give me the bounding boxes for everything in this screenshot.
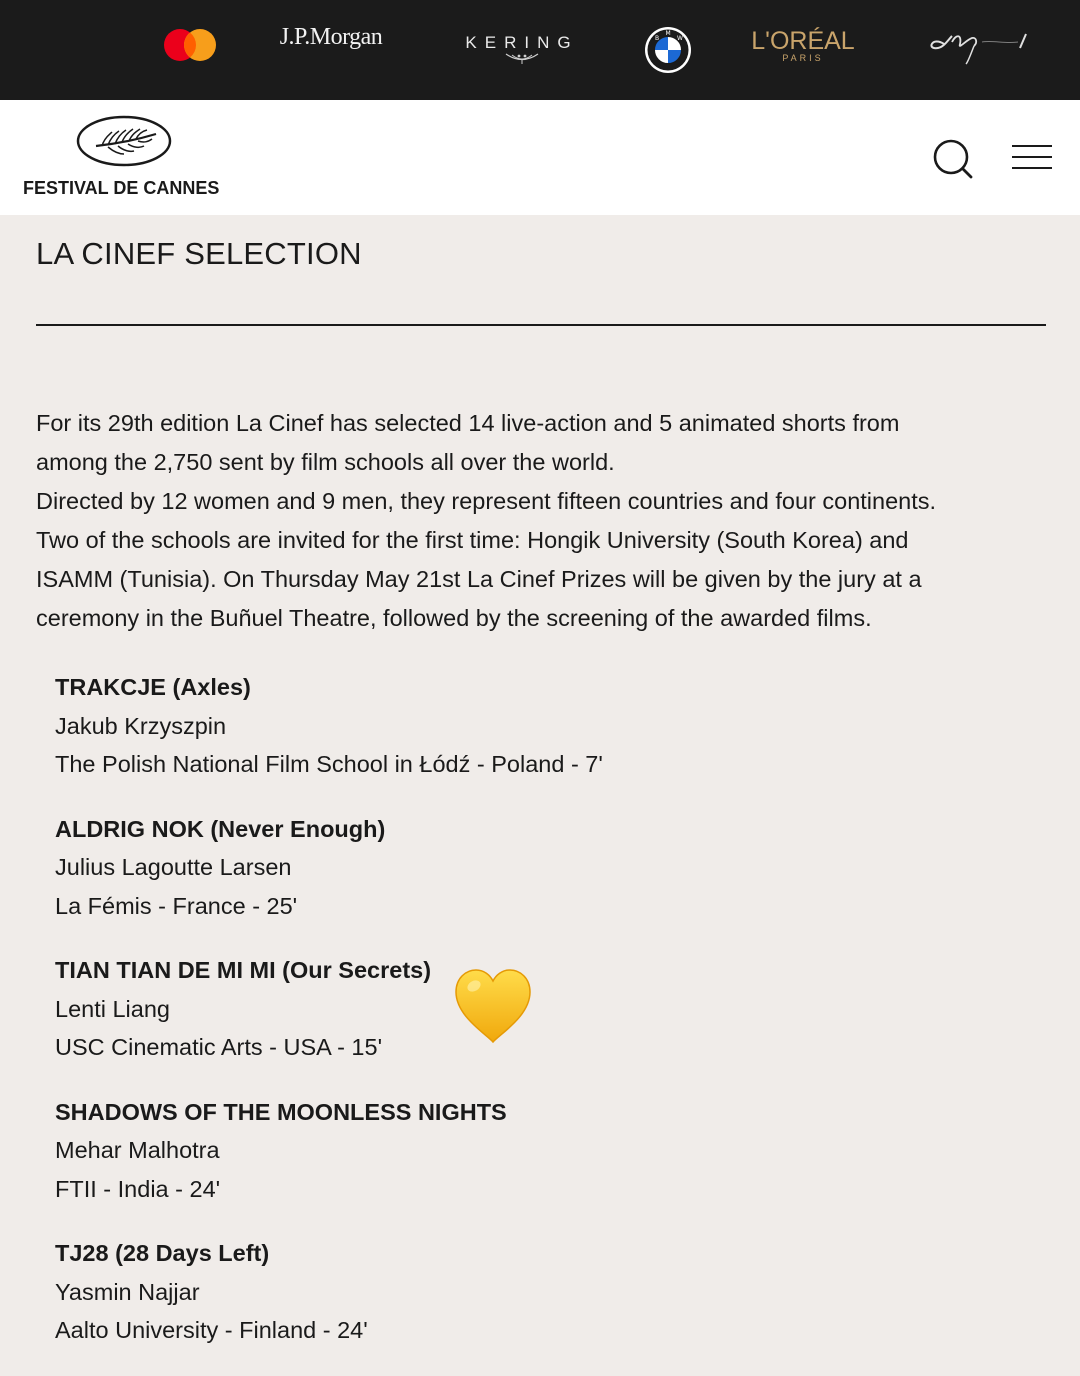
intro-line: Two of the schools are invited for the first time: Hongik University (South Korea) and bbox=[36, 527, 909, 553]
menu-button[interactable] bbox=[1010, 140, 1054, 174]
film-title[interactable]: TJ28 (28 Days Left) bbox=[55, 1240, 270, 1266]
hamburger-menu-icon bbox=[1010, 140, 1054, 174]
loreal-paris-subtext: PARIS bbox=[782, 53, 824, 63]
bmw-roundel-icon bbox=[644, 26, 692, 74]
intro-text bbox=[36, 404, 1056, 638]
film-info: The Polish National Film School in Łódź - Poland - 7' bbox=[55, 751, 603, 777]
chopard-signature-icon bbox=[922, 22, 1042, 68]
film-title[interactable]: TIAN TIAN DE MI MI (Our Secrets) bbox=[55, 957, 432, 983]
svg-text:W: W bbox=[677, 35, 683, 42]
intro-line: For its 29th edition La Cinef has selected 14 live-action and 5 animated shorts from bbox=[36, 410, 900, 436]
film-entry bbox=[55, 1234, 955, 1350]
title-divider bbox=[36, 324, 1046, 326]
film-title[interactable]: SHADOWS OF THE MOONLESS NIGHTS bbox=[55, 1098, 507, 1125]
film-entry bbox=[55, 668, 955, 784]
intro-line: ISAMM (Tunisia). On Thursday May 21st La Cinef Prizes will be given by the jury at a bbox=[36, 566, 922, 592]
film-info: Aalto University - Finland - 24' bbox=[55, 1317, 368, 1343]
page-title: LA CINEF SELECTION bbox=[36, 236, 362, 271]
loreal-wordmark: L'ORÉAL bbox=[751, 27, 855, 55]
search-button[interactable] bbox=[930, 136, 974, 180]
mastercard-icon bbox=[162, 27, 220, 63]
intro-line: ceremony in the Buñuel Theatre, followed by the screening of the awarded films. bbox=[36, 605, 872, 631]
kering-wordmark: KERING bbox=[465, 33, 579, 52]
film-entry bbox=[55, 810, 955, 926]
svg-text:M: M bbox=[665, 30, 671, 37]
sponsor-bmw-logo[interactable] bbox=[644, 26, 692, 74]
film-director: Julius Lagoutte Larsen bbox=[55, 854, 292, 880]
film-info: La Fémis - France - 25' bbox=[55, 892, 298, 919]
sponsor-kering-logo[interactable] bbox=[452, 24, 592, 74]
sponsor-chopard-logo[interactable] bbox=[922, 22, 1042, 68]
intro-line: among the 2,750 sent by film schools all over the world. bbox=[36, 449, 615, 475]
festival-logo-text: FESTIVAL DE CANNES bbox=[23, 178, 220, 198]
film-director: Yasmin Najjar bbox=[55, 1278, 200, 1305]
film-entry bbox=[55, 1093, 955, 1209]
yellow-heart-icon bbox=[452, 966, 534, 1048]
intro-line: Directed by 12 women and 9 men, they represent fifteen countries and four continents. bbox=[36, 488, 937, 514]
film-director: Mehar Malhotra bbox=[55, 1137, 220, 1163]
site-header bbox=[0, 100, 1080, 215]
sponsor-jpmorgan-logo[interactable] bbox=[266, 20, 396, 54]
owl-icon bbox=[502, 51, 542, 65]
film-info: USC Cinematic Arts - USA - 15' bbox=[55, 1034, 383, 1060]
svg-text:B: B bbox=[655, 35, 660, 42]
jpmorgan-wordmark: J.P.Morgan bbox=[279, 23, 383, 50]
search-icon bbox=[930, 136, 974, 180]
sponsor-mastercard-logo[interactable] bbox=[162, 27, 220, 63]
film-title[interactable]: TRAKCJE (Axles) bbox=[55, 674, 251, 700]
palme-d-or-emblem-icon bbox=[74, 114, 174, 168]
sponsor-loreal-logo[interactable] bbox=[740, 26, 866, 66]
film-director: Lenti Liang bbox=[55, 995, 170, 1022]
sponsor-bar bbox=[0, 0, 1080, 100]
film-director: Jakub Krzyszpin bbox=[55, 712, 227, 739]
film-info: FTII - India - 24' bbox=[55, 1175, 221, 1202]
film-title[interactable]: ALDRIG NOK (Never Enough) bbox=[55, 815, 386, 842]
